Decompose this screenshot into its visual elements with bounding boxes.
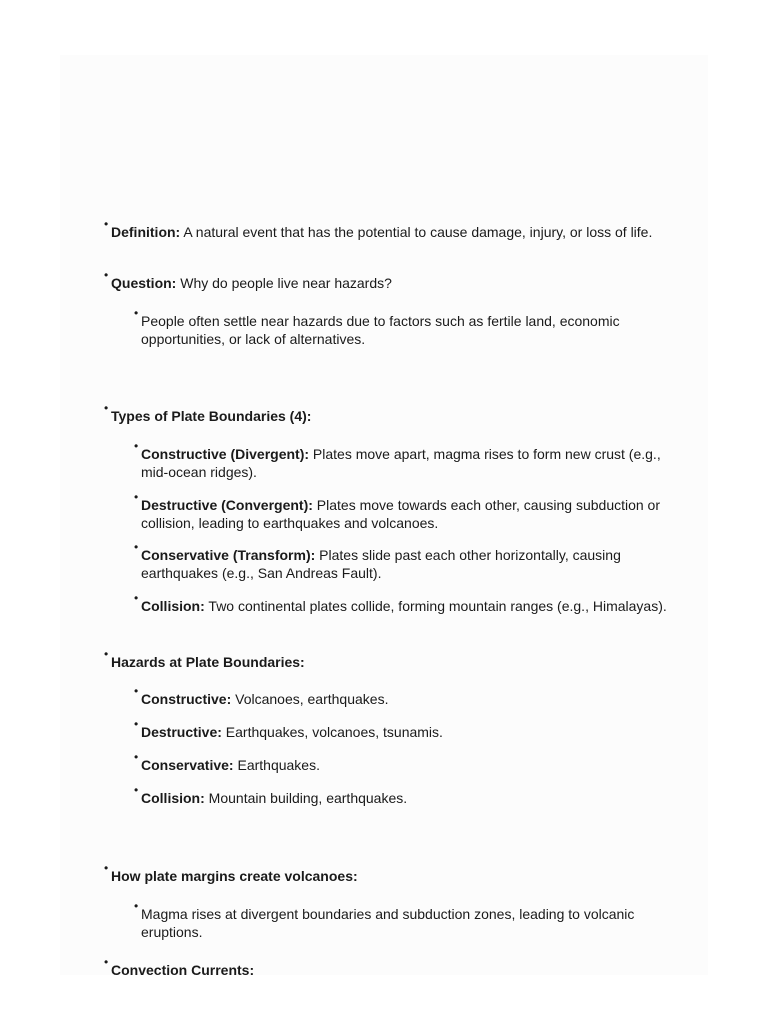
item-text: Plates move apart, magma rises to form new crust (e.g., mid-ocean ridges). xyxy=(141,446,661,480)
bullet-icon: • xyxy=(104,861,109,875)
conservative-boundary-item xyxy=(134,540,671,582)
bullet-icon: • xyxy=(104,217,109,231)
hazards-heading xyxy=(104,647,671,671)
item-label: Convection Currents: xyxy=(111,962,255,978)
item-label: Conservative: xyxy=(141,757,234,773)
bullet-icon: • xyxy=(134,439,139,453)
bullet-icon: • xyxy=(104,401,109,415)
item-text: A natural event that has the potential to cause damage, injury, or loss of life. xyxy=(180,224,653,240)
item-text: Volcanoes, earthquakes. xyxy=(231,691,389,707)
bullet-icon: • xyxy=(134,750,139,764)
collision-hazard-item xyxy=(134,783,671,807)
bullet-icon: • xyxy=(134,306,139,320)
item-text: Earthquakes. xyxy=(233,757,320,773)
item-label: Collision: xyxy=(141,598,205,614)
item-label: How plate margins create volcanoes: xyxy=(111,868,358,884)
item-text: Magma rises at divergent boundaries and subduction zones, leading to volcanic eruptions. xyxy=(141,906,635,940)
bullet-icon: • xyxy=(104,268,109,282)
definition-item xyxy=(104,217,671,241)
bullet-icon: • xyxy=(134,684,139,698)
item-label: Hazards at Plate Boundaries: xyxy=(111,654,305,670)
collision-boundary-item xyxy=(134,591,671,615)
bullet-icon: • xyxy=(134,490,139,504)
volcanoes-heading xyxy=(104,861,671,885)
item-text: Why do people live near hazards? xyxy=(176,275,392,291)
bullet-icon: • xyxy=(134,591,139,605)
item-text: Plates slide past each other horizontally, causing earthquakes (e.g., San Andreas Fault). xyxy=(141,547,621,581)
item-text: Plates move towards each other, causing subduction or collision, leading to earthquakes and volcanoes. xyxy=(141,497,661,531)
destructive-hazard-item xyxy=(134,717,671,741)
item-label: Constructive (Divergent): xyxy=(141,446,310,462)
item-label: Question: xyxy=(111,275,177,291)
bullet-icon: • xyxy=(104,647,109,661)
bullet-icon: • xyxy=(104,955,109,969)
bullet-icon: • xyxy=(134,783,139,797)
destructive-boundary-item xyxy=(134,490,671,532)
bullet-icon: • xyxy=(134,899,139,913)
item-label: Types of Plate Boundaries (4): xyxy=(111,408,312,424)
convection-currents-heading xyxy=(104,955,671,979)
item-label: Destructive: xyxy=(141,724,222,740)
item-label: Definition: xyxy=(111,224,181,240)
conservative-hazard-item xyxy=(134,750,671,774)
item-text: Two continental plates collide, forming mountain ranges (e.g., Himalayas). xyxy=(204,598,667,614)
answer-item xyxy=(134,306,671,348)
item-label: Collision: xyxy=(141,790,205,806)
item-text: Mountain building, earthquakes. xyxy=(204,790,408,806)
item-label: Constructive: xyxy=(141,691,232,707)
constructive-boundary-item xyxy=(134,439,671,481)
plate-boundaries-heading xyxy=(104,401,671,425)
bullet-icon: • xyxy=(134,717,139,731)
constructive-hazard-item xyxy=(134,684,671,708)
question-item xyxy=(104,268,671,292)
item-label: Destructive (Convergent): xyxy=(141,497,313,513)
item-text: Earthquakes, volcanoes, tsunamis. xyxy=(221,724,443,740)
bullet-icon: • xyxy=(134,540,139,554)
item-label: Conservative (Transform): xyxy=(141,547,316,563)
item-text: People often settle near hazards due to factors such as fertile land, economic opportunities, or lack of alternatives. xyxy=(141,313,620,347)
volcanoes-explanation-item xyxy=(134,899,671,941)
